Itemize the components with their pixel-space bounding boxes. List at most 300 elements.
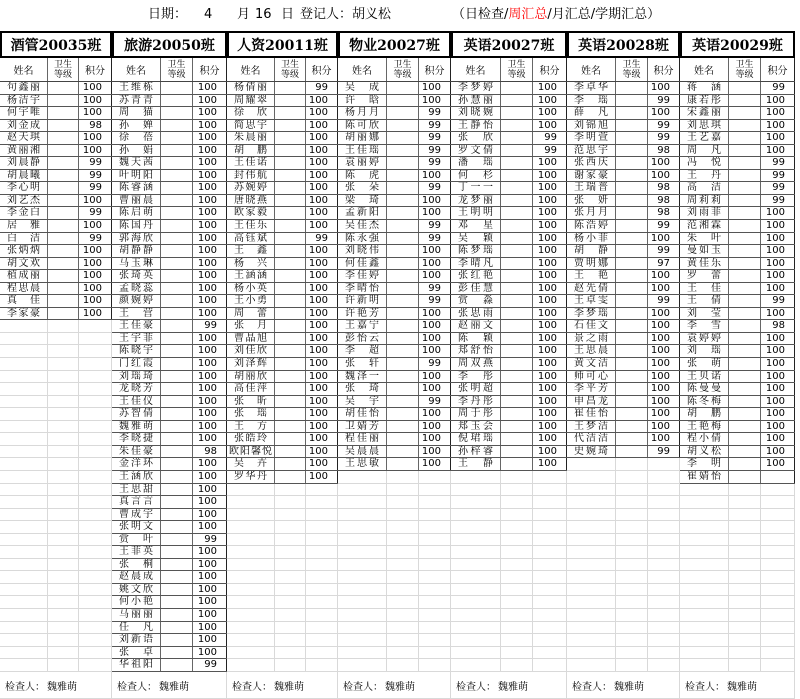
hygiene-grade-cell[interactable] <box>387 132 419 144</box>
student-name-cell[interactable]: 王维栋 <box>112 82 161 94</box>
score-cell[interactable]: 100 <box>419 433 451 445</box>
student-name-cell[interactable]: 李丹彤 <box>451 396 501 408</box>
hygiene-grade-cell[interactable] <box>161 182 193 194</box>
student-name-cell[interactable]: 王瑞普 <box>567 182 616 194</box>
hygiene-grade-cell[interactable] <box>616 283 648 295</box>
hygiene-grade-cell[interactable] <box>501 509 533 521</box>
hygiene-grade-cell[interactable] <box>616 584 648 596</box>
score-cell[interactable]: 97 <box>648 258 680 270</box>
hygiene-grade-cell[interactable] <box>501 295 533 307</box>
hygiene-grade-cell[interactable] <box>501 145 533 157</box>
hygiene-grade-cell[interactable] <box>501 333 533 345</box>
student-name-cell[interactable]: 张琦 <box>338 383 387 395</box>
column-header-grade[interactable] <box>616 58 648 81</box>
student-name-cell[interactable]: 周猫 <box>112 107 161 119</box>
student-name-cell[interactable]: 李心明 <box>0 182 48 194</box>
score-cell[interactable] <box>419 609 451 621</box>
hygiene-grade-cell[interactable] <box>275 634 306 646</box>
hygiene-grade-cell[interactable] <box>616 333 648 345</box>
hygiene-grade-cell[interactable] <box>48 182 79 194</box>
score-cell[interactable] <box>79 659 112 671</box>
student-name-cell[interactable]: 彭怡云 <box>338 333 387 345</box>
hygiene-grade-cell[interactable] <box>48 622 79 634</box>
student-name-cell[interactable]: 刘瑶 <box>680 345 729 357</box>
score-cell[interactable]: 100 <box>761 333 795 345</box>
hygiene-grade-cell[interactable] <box>501 371 533 383</box>
score-cell[interactable]: 99 <box>419 295 451 307</box>
hygiene-grade-cell[interactable] <box>48 484 79 496</box>
student-name-cell[interactable] <box>338 634 387 646</box>
hygiene-grade-cell[interactable] <box>48 596 79 608</box>
score-cell[interactable]: 100 <box>193 333 227 345</box>
student-name-cell[interactable] <box>680 571 729 583</box>
hygiene-grade-cell[interactable] <box>387 659 419 671</box>
score-cell[interactable]: 100 <box>306 120 338 132</box>
student-name-cell[interactable] <box>338 596 387 608</box>
score-cell[interactable] <box>533 559 567 571</box>
student-name-cell[interactable] <box>680 609 729 621</box>
score-cell[interactable]: 99 <box>306 82 338 94</box>
student-name-cell[interactable]: 胡文欢 <box>0 258 48 270</box>
score-cell[interactable] <box>419 647 451 659</box>
hygiene-grade-cell[interactable] <box>616 509 648 521</box>
score-cell[interactable]: 100 <box>193 132 227 144</box>
hygiene-grade-cell[interactable] <box>275 471 306 483</box>
student-name-cell[interactable] <box>338 571 387 583</box>
score-cell[interactable]: 100 <box>648 320 680 332</box>
hygiene-grade-cell[interactable] <box>729 521 761 533</box>
hygiene-grade-cell[interactable] <box>616 433 648 445</box>
hygiene-grade-cell[interactable] <box>729 270 761 282</box>
score-cell[interactable] <box>761 659 795 671</box>
score-cell[interactable] <box>419 484 451 496</box>
score-cell[interactable] <box>761 622 795 634</box>
student-name-cell[interactable] <box>451 496 501 508</box>
score-cell[interactable] <box>648 471 680 483</box>
hygiene-grade-cell[interactable] <box>275 571 306 583</box>
hygiene-grade-cell[interactable] <box>275 170 306 182</box>
hygiene-grade-cell[interactable] <box>729 333 761 345</box>
score-cell[interactable] <box>79 421 112 433</box>
hygiene-grade-cell[interactable] <box>48 647 79 659</box>
student-name-cell[interactable]: 王方 <box>227 421 275 433</box>
score-cell[interactable] <box>79 333 112 345</box>
score-cell[interactable] <box>761 584 795 596</box>
student-name-cell[interactable] <box>451 647 501 659</box>
student-name-cell[interactable]: 王明明 <box>451 207 501 219</box>
student-name-cell[interactable] <box>0 534 48 546</box>
hygiene-grade-cell[interactable] <box>501 258 533 270</box>
hygiene-grade-cell[interactable] <box>387 182 419 194</box>
student-name-cell[interactable]: 吴颖 <box>451 233 501 245</box>
student-name-cell[interactable]: 周蕾 <box>227 308 275 320</box>
student-name-cell[interactable]: 王嘉宁 <box>338 320 387 332</box>
score-cell[interactable] <box>79 521 112 533</box>
hygiene-grade-cell[interactable] <box>501 320 533 332</box>
score-cell[interactable]: 99 <box>193 534 227 546</box>
hygiene-grade-cell[interactable] <box>387 82 419 94</box>
score-cell[interactable]: 100 <box>533 182 567 194</box>
score-cell[interactable]: 100 <box>419 245 451 257</box>
score-cell[interactable]: 100 <box>306 295 338 307</box>
hygiene-grade-cell[interactable] <box>729 571 761 583</box>
hygiene-grade-cell[interactable] <box>48 157 79 169</box>
student-name-cell[interactable] <box>227 647 275 659</box>
hygiene-grade-cell[interactable] <box>387 634 419 646</box>
student-name-cell[interactable]: 李卓华 <box>567 82 616 94</box>
hygiene-grade-cell[interactable] <box>387 584 419 596</box>
score-cell[interactable] <box>79 634 112 646</box>
student-name-cell[interactable]: 赵先倩 <box>567 283 616 295</box>
score-cell[interactable]: 100 <box>533 245 567 257</box>
score-cell[interactable]: 100 <box>193 233 227 245</box>
score-cell[interactable]: 100 <box>306 220 338 232</box>
hygiene-grade-cell[interactable] <box>501 433 533 445</box>
hygiene-grade-cell[interactable] <box>387 270 419 282</box>
student-name-cell[interactable] <box>227 559 275 571</box>
score-cell[interactable] <box>306 509 338 521</box>
hygiene-grade-cell[interactable] <box>729 634 761 646</box>
score-cell[interactable]: 100 <box>306 207 338 219</box>
hygiene-grade-cell[interactable] <box>48 609 79 621</box>
score-cell[interactable]: 100 <box>533 333 567 345</box>
hygiene-grade-cell[interactable] <box>161 634 193 646</box>
student-name-cell[interactable]: 胡静静 <box>112 245 161 257</box>
student-name-cell[interactable]: 孙娟 <box>112 145 161 157</box>
student-name-cell[interactable] <box>0 584 48 596</box>
column-header-name[interactable]: 姓名 <box>0 58 48 81</box>
hygiene-grade-cell[interactable] <box>161 82 193 94</box>
student-name-cell[interactable] <box>338 496 387 508</box>
hygiene-grade-cell[interactable] <box>616 358 648 370</box>
score-cell[interactable]: 100 <box>306 446 338 458</box>
student-name-cell[interactable]: 孟晓蕊 <box>112 283 161 295</box>
hygiene-grade-cell[interactable] <box>275 107 306 119</box>
hygiene-grade-cell[interactable] <box>161 120 193 132</box>
student-name-cell[interactable]: 程思晨 <box>0 283 48 295</box>
hygiene-grade-cell[interactable] <box>616 634 648 646</box>
score-cell[interactable]: 100 <box>533 120 567 132</box>
score-cell[interactable]: 100 <box>648 421 680 433</box>
hygiene-grade-cell[interactable] <box>616 132 648 144</box>
column-header-grade[interactable] <box>48 58 79 81</box>
student-name-cell[interactable]: 陈曼曼 <box>680 383 729 395</box>
hygiene-grade-cell[interactable] <box>729 534 761 546</box>
score-cell[interactable]: 100 <box>79 107 112 119</box>
score-cell[interactable]: 99 <box>761 170 795 182</box>
hygiene-grade-cell[interactable] <box>275 383 306 395</box>
score-cell[interactable] <box>306 584 338 596</box>
student-name-cell[interactable]: 袁婷婷 <box>680 333 729 345</box>
student-name-cell[interactable]: 赏叶 <box>112 534 161 546</box>
student-name-cell[interactable]: 王营 <box>112 308 161 320</box>
student-name-cell[interactable] <box>227 571 275 583</box>
score-cell[interactable] <box>306 647 338 659</box>
score-cell[interactable]: 99 <box>419 233 451 245</box>
hygiene-grade-cell[interactable] <box>48 471 79 483</box>
score-cell[interactable]: 100 <box>306 95 338 107</box>
score-cell[interactable] <box>761 609 795 621</box>
student-name-cell[interactable] <box>0 433 48 445</box>
hygiene-grade-cell[interactable] <box>161 308 193 320</box>
hygiene-grade-cell[interactable] <box>729 383 761 395</box>
hygiene-grade-cell[interactable] <box>729 446 761 458</box>
student-name-cell[interactable]: 张桐 <box>112 559 161 571</box>
hygiene-grade-cell[interactable] <box>729 647 761 659</box>
score-cell[interactable]: 100 <box>419 371 451 383</box>
student-name-cell[interactable]: 张瑶 <box>227 408 275 420</box>
score-cell[interactable]: 100 <box>306 408 338 420</box>
score-cell[interactable]: 99 <box>419 157 451 169</box>
hygiene-grade-cell[interactable] <box>729 371 761 383</box>
score-cell[interactable]: 100 <box>306 270 338 282</box>
hygiene-grade-cell[interactable] <box>616 220 648 232</box>
score-cell[interactable] <box>648 509 680 521</box>
student-name-cell[interactable]: 许晗 <box>338 95 387 107</box>
score-cell[interactable]: 99 <box>419 220 451 232</box>
hygiene-grade-cell[interactable] <box>161 295 193 307</box>
student-name-cell[interactable] <box>451 534 501 546</box>
score-cell[interactable] <box>79 546 112 558</box>
hygiene-grade-cell[interactable] <box>729 408 761 420</box>
hygiene-grade-cell[interactable] <box>387 345 419 357</box>
student-name-cell[interactable]: 王涵涵 <box>227 270 275 282</box>
score-cell[interactable]: 99 <box>761 82 795 94</box>
hygiene-grade-cell[interactable] <box>387 647 419 659</box>
hygiene-grade-cell[interactable] <box>275 258 306 270</box>
score-cell[interactable]: 100 <box>533 170 567 182</box>
hygiene-grade-cell[interactable] <box>616 496 648 508</box>
hygiene-grade-cell[interactable] <box>161 647 193 659</box>
score-cell[interactable]: 100 <box>193 270 227 282</box>
hygiene-grade-cell[interactable] <box>501 308 533 320</box>
score-cell[interactable]: 100 <box>761 95 795 107</box>
student-name-cell[interactable]: 李晓捷 <box>112 433 161 445</box>
hygiene-grade-cell[interactable] <box>616 546 648 558</box>
hygiene-grade-cell[interactable] <box>275 270 306 282</box>
student-name-cell[interactable]: 李平芳 <box>567 383 616 395</box>
student-name-cell[interactable] <box>0 521 48 533</box>
hygiene-grade-cell[interactable] <box>387 471 419 483</box>
student-name-cell[interactable] <box>451 546 501 558</box>
hygiene-grade-cell[interactable] <box>48 634 79 646</box>
score-cell[interactable]: 100 <box>533 446 567 458</box>
score-cell[interactable] <box>79 509 112 521</box>
score-cell[interactable]: 100 <box>533 308 567 320</box>
hygiene-grade-cell[interactable] <box>729 82 761 94</box>
hygiene-grade-cell[interactable] <box>616 107 648 119</box>
hygiene-grade-cell[interactable] <box>387 358 419 370</box>
student-name-cell[interactable]: 李明 <box>680 458 729 470</box>
score-cell[interactable]: 99 <box>419 132 451 144</box>
hygiene-grade-cell[interactable] <box>616 659 648 671</box>
hygiene-grade-cell[interactable] <box>616 371 648 383</box>
score-cell[interactable]: 100 <box>419 408 451 420</box>
score-cell[interactable]: 100 <box>761 433 795 445</box>
student-name-cell[interactable]: 黄丽湘 <box>0 145 48 157</box>
student-name-cell[interactable] <box>451 559 501 571</box>
hygiene-grade-cell[interactable] <box>387 609 419 621</box>
student-name-cell[interactable]: 周于彤 <box>451 408 501 420</box>
score-cell[interactable] <box>419 546 451 558</box>
student-name-cell[interactable]: 张明超 <box>451 383 501 395</box>
score-cell[interactable]: 100 <box>193 308 227 320</box>
score-cell[interactable]: 100 <box>193 157 227 169</box>
hygiene-grade-cell[interactable] <box>48 333 79 345</box>
hygiene-grade-cell[interactable] <box>729 433 761 445</box>
hygiene-grade-cell[interactable] <box>387 283 419 295</box>
student-name-cell[interactable]: 刘锦旭 <box>567 120 616 132</box>
hygiene-grade-cell[interactable] <box>48 320 79 332</box>
class-title[interactable]: 酒管20035班 <box>0 31 112 58</box>
hygiene-grade-cell[interactable] <box>387 145 419 157</box>
score-cell[interactable]: 100 <box>306 471 338 483</box>
score-cell[interactable]: 100 <box>761 145 795 157</box>
score-cell[interactable] <box>306 484 338 496</box>
hygiene-grade-cell[interactable] <box>387 195 419 207</box>
score-cell[interactable]: 100 <box>306 458 338 470</box>
score-cell[interactable]: 100 <box>761 383 795 395</box>
hygiene-grade-cell[interactable] <box>161 458 193 470</box>
student-name-cell[interactable]: 袁丽婷 <box>338 157 387 169</box>
student-name-cell[interactable]: 吴成 <box>338 82 387 94</box>
student-name-cell[interactable]: 陈晓宇 <box>112 345 161 357</box>
student-name-cell[interactable]: 胡佳怡 <box>338 408 387 420</box>
hygiene-grade-cell[interactable] <box>616 120 648 132</box>
student-name-cell[interactable]: 王宇菲 <box>112 333 161 345</box>
score-cell[interactable]: 99 <box>648 132 680 144</box>
student-name-cell[interactable] <box>227 659 275 671</box>
score-cell[interactable]: 100 <box>306 333 338 345</box>
hygiene-grade-cell[interactable] <box>48 433 79 445</box>
score-cell[interactable] <box>761 471 795 483</box>
score-cell[interactable]: 100 <box>306 195 338 207</box>
student-name-cell[interactable]: 罗华丹 <box>227 471 275 483</box>
score-cell[interactable]: 100 <box>193 120 227 132</box>
hygiene-grade-cell[interactable] <box>161 345 193 357</box>
hygiene-grade-cell[interactable] <box>275 82 306 94</box>
column-header-grade[interactable] <box>729 58 761 81</box>
student-name-cell[interactable]: 何宇唯 <box>0 107 48 119</box>
score-cell[interactable]: 100 <box>306 396 338 408</box>
score-cell[interactable]: 100 <box>648 82 680 94</box>
score-cell[interactable]: 100 <box>419 82 451 94</box>
hygiene-grade-cell[interactable] <box>48 95 79 107</box>
score-cell[interactable]: 100 <box>193 371 227 383</box>
student-name-cell[interactable] <box>680 496 729 508</box>
student-name-cell[interactable]: 李瑶 <box>567 95 616 107</box>
student-name-cell[interactable] <box>567 521 616 533</box>
hygiene-grade-cell[interactable] <box>387 622 419 634</box>
student-name-cell[interactable]: 王静 <box>451 458 501 470</box>
student-name-cell[interactable] <box>227 634 275 646</box>
hygiene-grade-cell[interactable] <box>387 233 419 245</box>
student-name-cell[interactable]: 苏婉婷 <box>227 182 275 194</box>
score-cell[interactable]: 99 <box>419 107 451 119</box>
student-name-cell[interactable] <box>680 647 729 659</box>
student-name-cell[interactable] <box>338 647 387 659</box>
score-cell[interactable]: 100 <box>306 145 338 157</box>
hygiene-grade-cell[interactable] <box>275 546 306 558</box>
student-name-cell[interactable] <box>338 509 387 521</box>
hygiene-grade-cell[interactable] <box>501 622 533 634</box>
score-cell[interactable]: 99 <box>79 233 112 245</box>
hygiene-grade-cell[interactable] <box>48 534 79 546</box>
hygiene-grade-cell[interactable] <box>161 408 193 420</box>
hygiene-grade-cell[interactable] <box>729 458 761 470</box>
student-name-cell[interactable]: 朱叶 <box>680 233 729 245</box>
score-cell[interactable] <box>533 584 567 596</box>
score-cell[interactable]: 100 <box>79 132 112 144</box>
score-cell[interactable]: 100 <box>761 358 795 370</box>
student-name-cell[interactable]: 张欣 <box>451 132 501 144</box>
score-cell[interactable] <box>79 396 112 408</box>
student-name-cell[interactable] <box>680 659 729 671</box>
student-name-cell[interactable]: 李晴凡 <box>451 258 501 270</box>
hygiene-grade-cell[interactable] <box>48 82 79 94</box>
student-name-cell[interactable]: 张明文 <box>112 521 161 533</box>
score-cell[interactable]: 100 <box>648 308 680 320</box>
score-cell[interactable]: 100 <box>648 371 680 383</box>
student-name-cell[interactable]: 朱晨丽 <box>227 132 275 144</box>
student-name-cell[interactable] <box>567 647 616 659</box>
hygiene-grade-cell[interactable] <box>387 433 419 445</box>
score-cell[interactable] <box>79 358 112 370</box>
hygiene-grade-cell[interactable] <box>387 546 419 558</box>
class-title[interactable]: 人资20011班 <box>227 31 338 58</box>
score-cell[interactable] <box>533 647 567 659</box>
score-cell[interactable] <box>306 496 338 508</box>
score-cell[interactable]: 100 <box>79 270 112 282</box>
student-name-cell[interactable]: 李金白 <box>0 207 48 219</box>
hygiene-grade-cell[interactable] <box>387 396 419 408</box>
score-cell[interactable]: 100 <box>193 546 227 558</box>
score-cell[interactable]: 99 <box>761 157 795 169</box>
score-cell[interactable]: 100 <box>193 596 227 608</box>
score-cell[interactable] <box>79 534 112 546</box>
score-cell[interactable]: 100 <box>306 245 338 257</box>
student-name-cell[interactable]: 陈启萌 <box>112 207 161 219</box>
student-name-cell[interactable]: 王菲英 <box>112 546 161 558</box>
student-name-cell[interactable] <box>567 471 616 483</box>
score-cell[interactable]: 100 <box>533 383 567 395</box>
hygiene-grade-cell[interactable] <box>616 145 648 157</box>
hygiene-grade-cell[interactable] <box>729 396 761 408</box>
student-name-cell[interactable]: 姚文欣 <box>112 584 161 596</box>
hygiene-grade-cell[interactable] <box>501 345 533 357</box>
hygiene-grade-cell[interactable] <box>275 622 306 634</box>
hygiene-grade-cell[interactable] <box>48 220 79 232</box>
column-header-grade[interactable] <box>275 58 306 81</box>
column-header-score[interactable]: 积分 <box>419 58 451 81</box>
student-name-cell[interactable]: 谢家豪 <box>567 170 616 182</box>
score-cell[interactable]: 100 <box>419 345 451 357</box>
student-name-cell[interactable]: 龙梦丽 <box>451 195 501 207</box>
score-cell[interactable] <box>79 471 112 483</box>
student-name-cell[interactable]: 张卓 <box>112 647 161 659</box>
hygiene-grade-cell[interactable] <box>48 421 79 433</box>
hygiene-grade-cell[interactable] <box>275 233 306 245</box>
score-cell[interactable] <box>648 521 680 533</box>
hygiene-grade-cell[interactable] <box>501 157 533 169</box>
score-cell[interactable]: 99 <box>761 295 795 307</box>
inspector-footer[interactable] <box>338 672 451 699</box>
hygiene-grade-cell[interactable] <box>501 521 533 533</box>
student-name-cell[interactable]: 程小倩 <box>680 433 729 445</box>
student-name-cell[interactable] <box>680 509 729 521</box>
hygiene-grade-cell[interactable] <box>161 371 193 383</box>
student-name-cell[interactable]: 黄佳乐 <box>680 258 729 270</box>
